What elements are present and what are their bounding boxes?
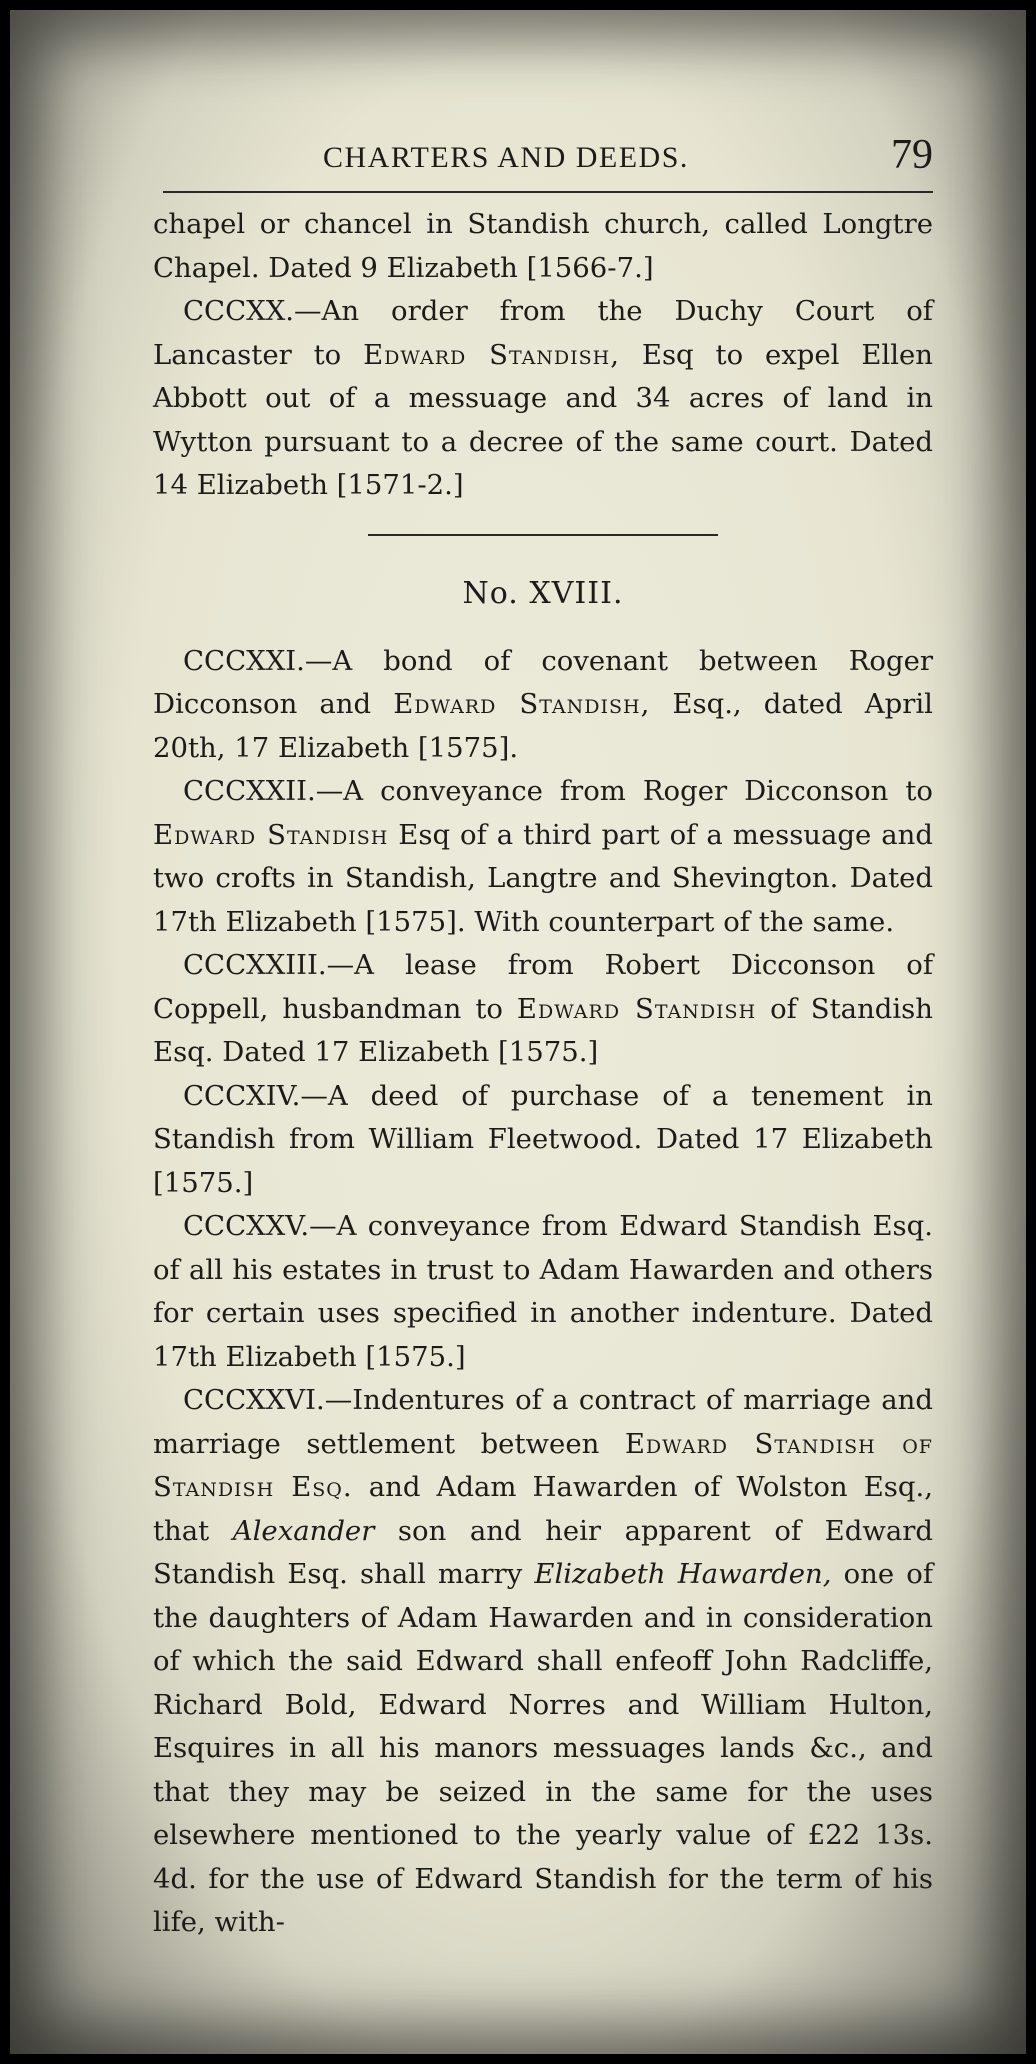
entry-text: CCCXXV.—A conveyance from Edward Standish Esq. of all his estates in trust to Adam Hawarden and others for certain uses specified in another indenture. Dated 17th Elizabeth [1575.] [153, 1210, 933, 1373]
header-rule [163, 191, 933, 193]
entry-lead: CCCXXVI.—Indentures of a contract of marriage and marriage settlement between [153, 1384, 933, 1460]
entry-italic-name: Alexander [232, 1514, 375, 1547]
book-page [153, 132, 934, 1945]
entry-italic-name: Elizabeth Hawarden, [534, 1558, 832, 1590]
entry-rest: of Standish Esq. Dated 17 Elizabeth [1575.] [153, 992, 934, 1068]
entry-name: Edward Standish [516, 992, 757, 1025]
entry-cccxxii [153, 770, 933, 944]
entry-rest: Esq of a third part of a messuage and two crofts in Standish, Langtre and Shevington. Dated 17th Elizabeth [1575]. With counterpart of the same. [153, 818, 933, 938]
entry-cccxx [153, 290, 933, 508]
entry-cccxiv [153, 1075, 933, 1206]
page-number: 79 [891, 132, 933, 178]
entry-lead: CCCXXI.—A bond of covenant between Roger Dicconson and [153, 644, 933, 720]
entry-name: Edward Standish [153, 818, 389, 851]
running-title: CHARTERS AND DEEDS. [323, 141, 689, 174]
continued-paragraph [153, 203, 933, 290]
entry-name: Edward Standish of Standish Esq. [153, 1427, 933, 1503]
page-header [153, 132, 933, 181]
page-frame [10, 10, 1026, 2054]
body-text [153, 203, 933, 1945]
entry-text: CCCXIV.—A deed of purchase of a tenement in Standish from William Fleetwood. Dated 17 Elizabeth [1575.] [153, 1079, 933, 1199]
entry-cccxxiii [153, 944, 933, 1075]
entry-rest: Esq to expel Ellen Abbott out of a messuage and 34 acres of land in Wytton pursuant to a decree of the same court. Dated 14 Elizabeth [1571-2.] [153, 338, 933, 501]
entry-name: Edward Standish, [393, 688, 651, 720]
entry-lead: CCCXXII.—A conveyance from Roger Dicconson to [183, 775, 933, 807]
entry-name: Edward Standish, [363, 338, 620, 371]
entry-mid: son and heir apparent of Edward Standish Esq. shall marry [153, 1514, 934, 1590]
entry-cccxxv [153, 1205, 933, 1379]
continued-text: chapel or chancel in Standish church, called Longtre Chapel. Dated 9 Elizabeth [1566-7.] [153, 208, 933, 284]
entry-rest: Esq., dated April 20th, 17 Elizabeth [1575]. [153, 688, 933, 764]
section-heading: No. XVIII. [462, 575, 624, 611]
entry-lead: CCCXX.—An order from the Duchy Court of Lancaster to [153, 295, 933, 371]
entry-rest: one of the daughters of Adam Hawarden and in consideration of which the said Edward shall enfeoff John Radcliffe, Richard Bold, Edward Norres and William Hulton, Esquires in all his manors messuages lands &c., and that they may be seized in the same for the uses elsewhere mentioned to the yearly value of £22 13s. 4d. for the use of Edward Standish for the term of his life, with- [153, 1558, 934, 1938]
entry-lead: CCCXXIII.—A lease from Robert Dicconson of Coppell, husbandman to [153, 949, 933, 1025]
entry-cccxxi [153, 640, 933, 771]
entry-cccxxvi [153, 1379, 933, 1945]
entry-mid: and Adam Hawarden of Wolston Esq., that [153, 1471, 933, 1547]
section-separator [368, 534, 718, 536]
